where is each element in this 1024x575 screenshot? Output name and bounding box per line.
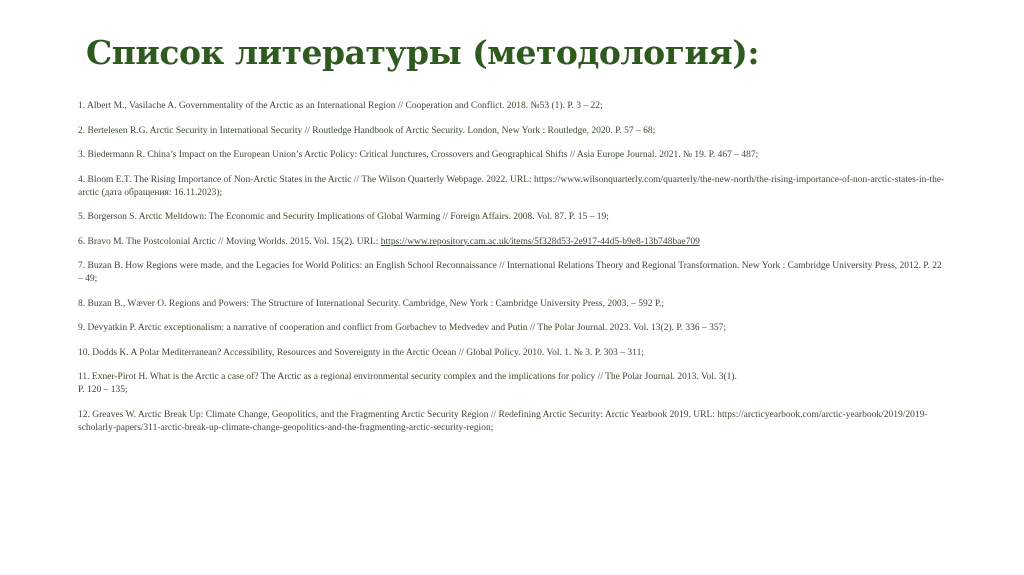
reference-item-7: 7. Buzan B. How Regions were made, and the Legacies for World Politics: an English School Reconnaissance // International Relations Theory and Regional Transformation. New York : Cambridge University Press, 2012. P. 22 – 49; <box>78 261 942 284</box>
reference-item-12: 12. Greaves W. Arctic Break Up: Climate Change, Geopolitics, and the Fragmenting Arctic Security Region // Redefining Arctic Security: Arctic Yearbook 2019. URL: https://arcticyearbook.com/arctic-yearbook/2019/2019-scholarly-papers/311-arctic-break-up-climate-change-geopolitics-and-the-fragmenting-arctic-security-region; <box>78 409 928 433</box>
reference-item-11-line-1: 11. Exner-Pirot H. What is the Arctic a case of? The Arctic as a regional environmental security complex and the implications for policy // The Polar Journal. 2013. Vol. 3(1). <box>78 372 737 382</box>
reference-item-8: 8. Buzan B., Wæver O. Regions and Powers: The Structure of International Security. Cambridge, New York : Cambridge University Press, 2003. – 592 P.; <box>78 298 665 309</box>
reference-item-6-link[interactable]: https://www.repository.cam.ac.uk/items/5f328d53-2e917-44d5-b9e8-13b748bae709 <box>380 236 700 247</box>
reference-item-1: 1. Albert M., Vasilache A. Governmentality of the Arctic as an International Region // Cooperation and Conflict. 2018. №53 (1). P. 3 – 22; <box>78 101 603 111</box>
reference-item-6 <box>78 236 948 249</box>
reference-list <box>78 100 948 435</box>
reference-item-11 <box>78 371 948 397</box>
reference-item-5: 5. Borgerson S. Arctic Meltdown: The Economic and Security Implications of Global Warming // Foreign Affairs. 2008. Vol. 87. P. 15 – 19; <box>78 212 609 222</box>
page-title: Список литературы (методология): <box>86 33 760 72</box>
reference-item-2: 2. Bertelesen R.G. Arctic Security in International Security // Routledge Handbook of Arctic Security. London, New York : Routledge, 2020. P. 57 – 68; <box>78 125 656 136</box>
reference-item-10: 10. Dodds K. A Polar Mediterranean? Accessibility, Resources and Sovereignty in the Arctic Ocean // Global Policy. 2010. Vol. 1. № 3. P. 303 – 311; <box>78 347 644 358</box>
reference-item-3: 3. Biedermann R. China’s Impact on the European Union’s Arctic Policy: Critical Junctures, Crossovers and Geographical Shifts // Asia Europe Journal. 2021. № 19. P. 467 – 487; <box>78 150 759 160</box>
reference-item-4: 4. Bloom E.T. The Rising Importance of Non-Arctic States in the Arctic // The Wilson Quarterly Webpage. 2022. URL: https://www.wilsonquarterly.com/quarterly/the-new-north/the-rising-importance-of-non-arctic-states-in-the-arctic (дата обращения: 16.11.2023); <box>78 174 945 198</box>
reference-item-6-text: 6. Bravo M. The Postcolonial Arctic // Moving Worlds. 2015. Vol. 15(2). URL: <box>78 236 381 247</box>
reference-item-9: 9. Devyatkin P. Arctic exceptionalism: a narrative of cooperation and conflict from Gorbachev to Medvedev and Putin // The Polar Journal. 2023. Vol. 13(2). P. 336 – 357; <box>78 323 726 333</box>
reference-item-11-line-2: P. 120 – 135; <box>78 385 128 395</box>
